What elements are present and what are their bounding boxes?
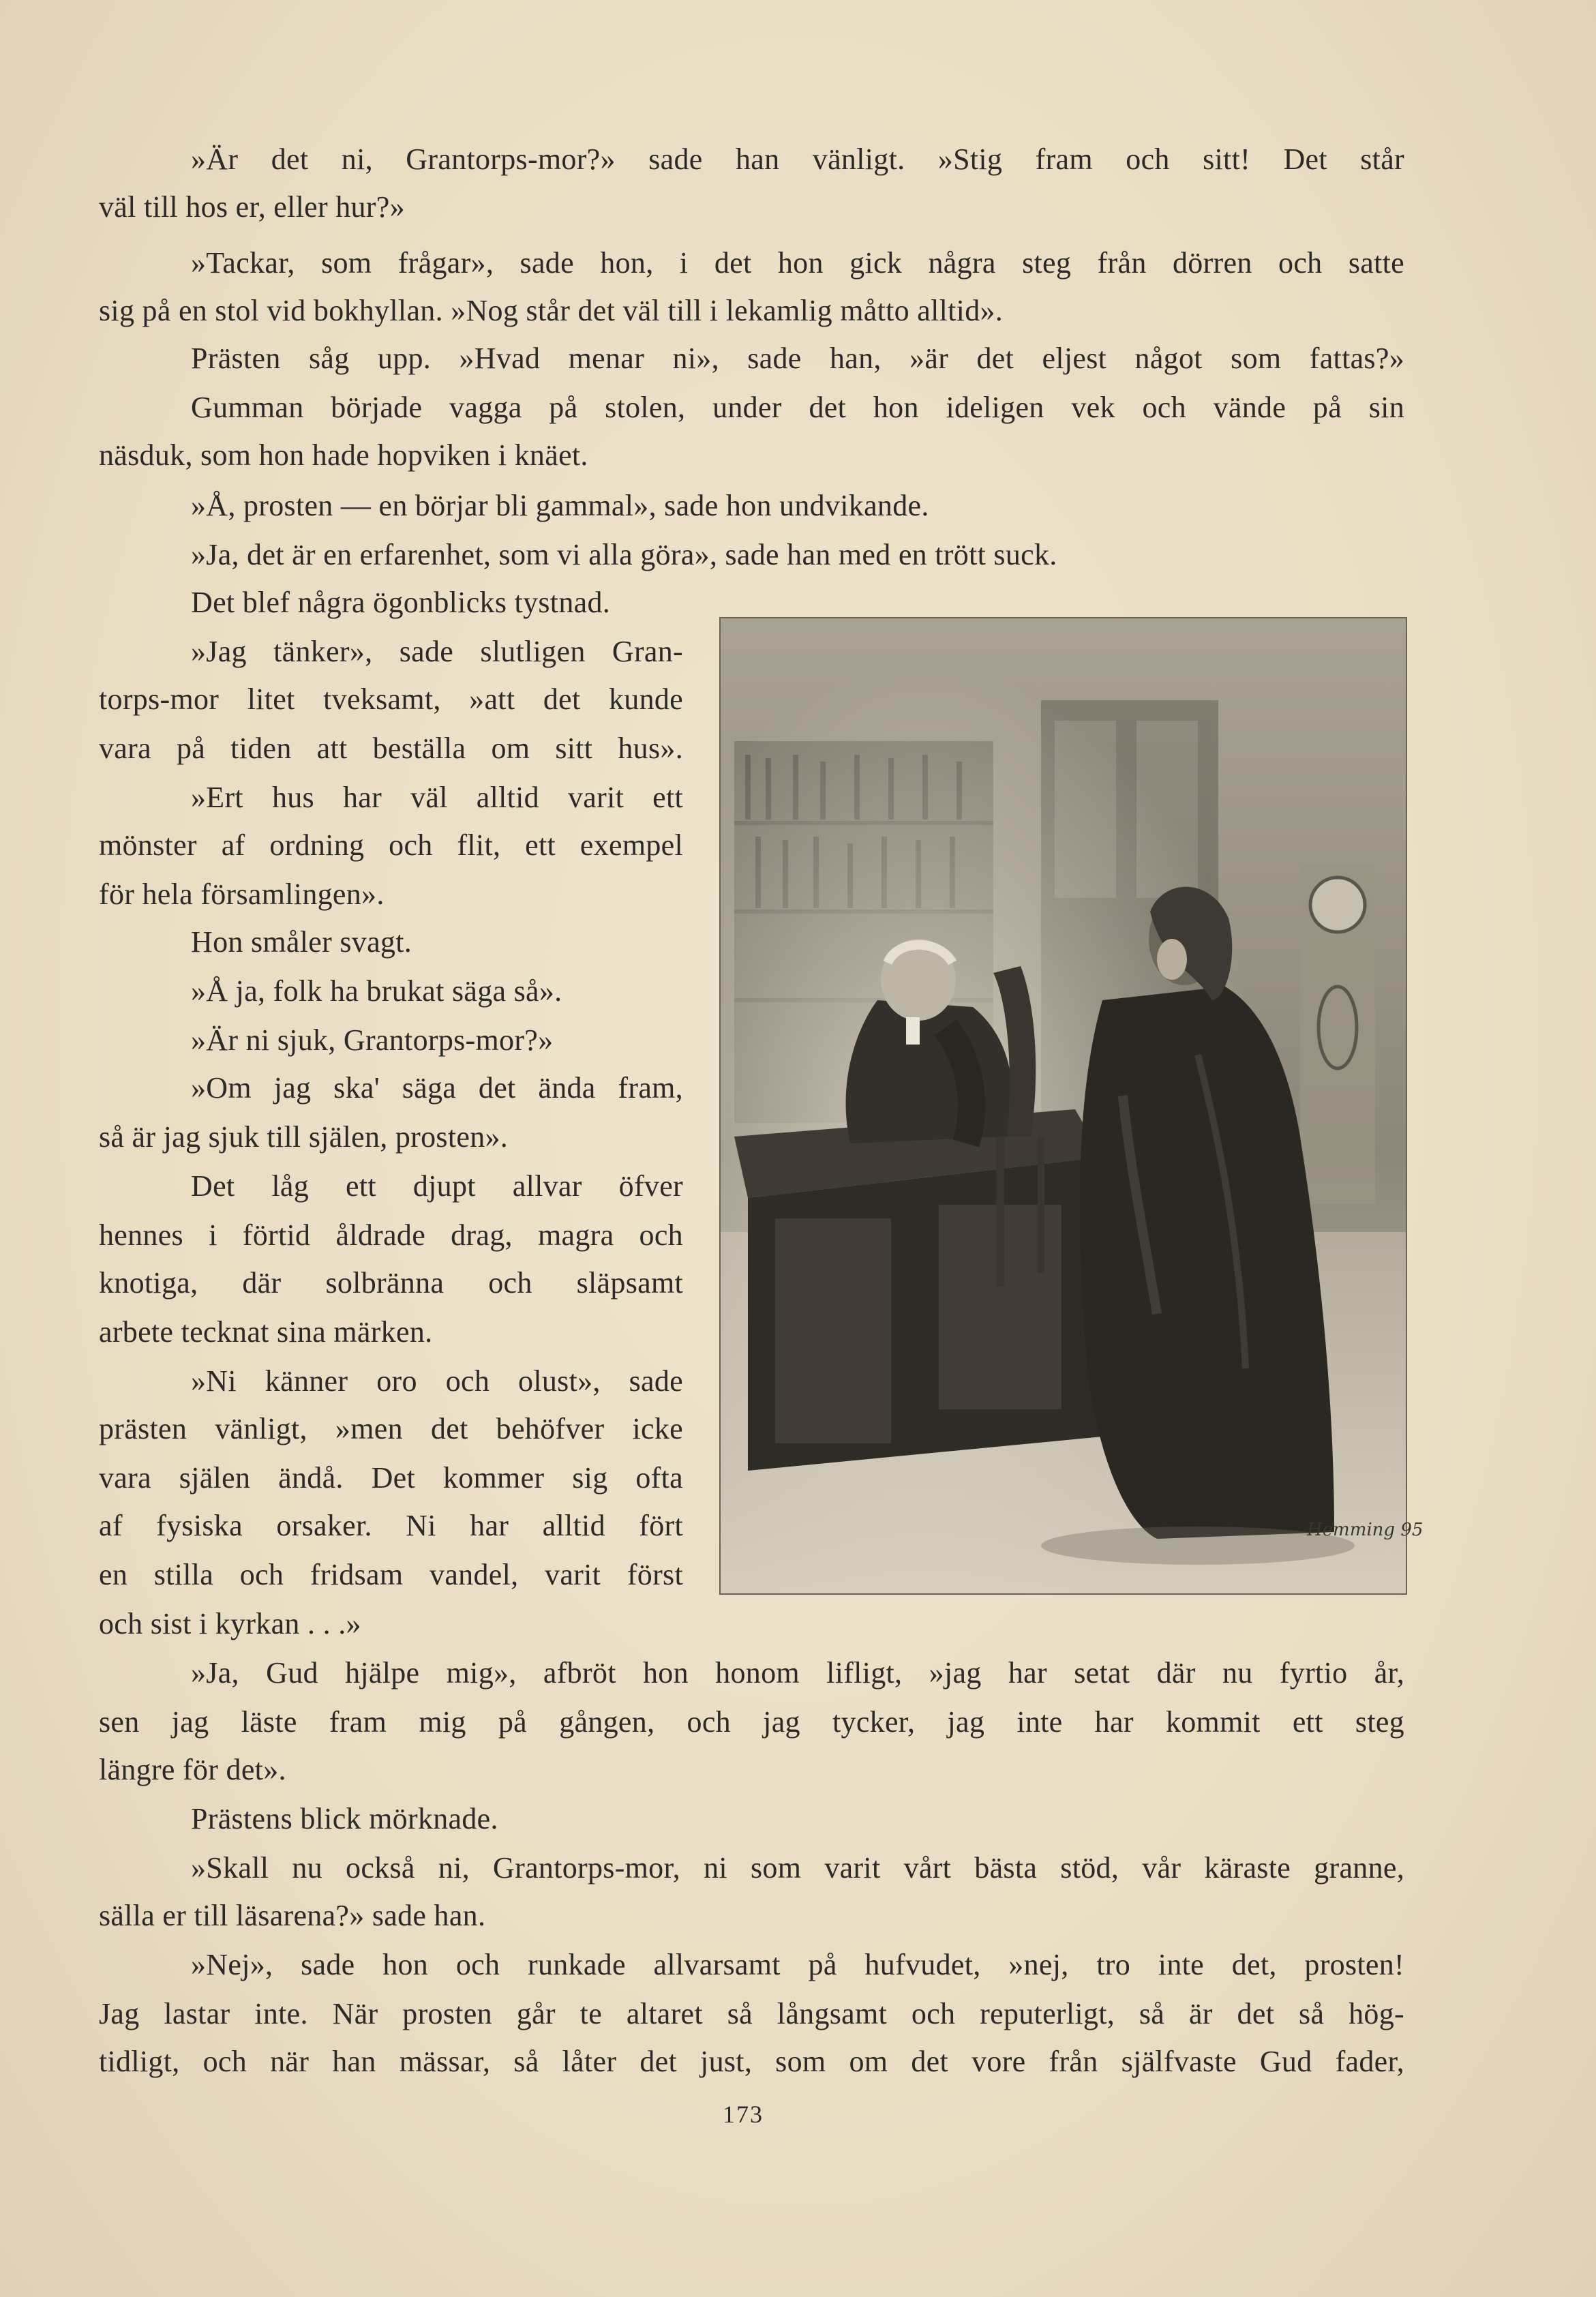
artist-signature: Hemming 95 [1307, 1520, 1424, 1540]
illustration-drawing [721, 618, 1424, 1593]
text-line-31: och sist i kyrkan . . .» [99, 1607, 361, 1640]
text-line-27: prästen vänligt, »men det behöfver icke [99, 1412, 683, 1445]
text-line-3: »Tackar, som frågar», sade hon, i det hon gick några steg från dörren och satte [191, 246, 1404, 280]
text-line-29: af fysiska orsaker. Ni har alltid fört [99, 1509, 683, 1542]
text-line-13: vara på tiden att beställa om sitt hus». [99, 732, 683, 765]
text-line-21: så är jag sjuk till själen, prosten». [99, 1120, 509, 1154]
text-line-20: »Om jag ska' säga det ända fram, [191, 1071, 683, 1105]
text-line-4: sig på en stol vid bokhyllan. »Nog står det väl till i lekamlig måtto alltid». [99, 294, 1004, 327]
text-line-32: »Ja, Gud hjälpe mig», afbröt hon honom lifligt, »jag har setat där nu fyrtio år, [191, 1656, 1404, 1690]
text-line-12: torps-mor litet tveksamt, »att det kunde [99, 682, 683, 716]
text-line-19: »Är ni sjuk, Grantorps-mor?» [191, 1023, 554, 1057]
text-line-28: vara själen ändå. Det kommer sig ofta [99, 1461, 683, 1495]
text-line-1: »Är det ni, Grantorps-mor?» sade han vänligt. »Stig fram och sitt! Det står [191, 142, 1404, 176]
text-line-40: tidligt, och när han mässar, så låter det just, som om det vore från själfvaste Gud fader, [99, 2045, 1404, 2078]
text-line-9: »Ja, det är en erfarenhet, som vi alla göra», sade han med en trött suck. [191, 538, 1057, 571]
text-line-16: för hela församlingen». [99, 877, 385, 911]
text-line-17: Hon småler svagt. [191, 925, 412, 959]
text-line-23: hennes i förtid åldrade drag, magra och [99, 1218, 683, 1252]
page-number: 173 [723, 2101, 764, 2128]
text-line-18: »Å ja, folk ha brukat säga så». [191, 974, 562, 1008]
text-line-38: »Nej», sade hon och runkade allvarsamt på hufvudet, »nej, tro inte det, prosten! [191, 1948, 1404, 1981]
text-line-2: väl till hos er, eller hur?» [99, 190, 405, 224]
text-line-25: arbete tecknat sina märken. [99, 1315, 433, 1349]
text-line-24: knotiga, där solbränna och släpsamt [99, 1266, 683, 1300]
text-line-6: Gumman började vagga på stolen, under det hon ideligen vek och vände på sin [191, 391, 1404, 424]
text-line-8: »Å, prosten — en börjar bli gammal», sade hon undvikande. [191, 489, 929, 522]
text-line-15: mönster af ordning och flit, ett exempel [99, 828, 683, 862]
text-line-37: sälla er till läsarena?» sade han. [99, 1899, 486, 1932]
text-line-30: en stilla och fridsam vandel, varit först [99, 1558, 683, 1591]
text-line-34: längre för det». [99, 1753, 286, 1786]
text-line-10: Det blef några ögonblicks tystnad. [191, 586, 611, 619]
illustration [719, 617, 1424, 1595]
text-line-35: Prästens blick mörknade. [191, 1802, 498, 1835]
text-line-39: Jag lastar inte. När prosten går te altaret så långsamt och reputerligt, så är det så hög- [99, 1997, 1404, 2030]
text-line-33: sen jag läste fram mig på gången, och jag tycker, jag inte har kommit ett steg [99, 1705, 1404, 1739]
text-line-5: Prästen såg upp. »Hvad menar ni», sade han, »är det eljest något som fattas?» [191, 342, 1404, 375]
text-line-22: Det låg ett djupt allvar öfver [191, 1169, 683, 1203]
text-line-26: »Ni känner oro och olust», sade [191, 1364, 683, 1398]
text-line-7: näsduk, som hon hade hopviken i knäet. [99, 438, 588, 472]
desk [734, 1109, 1102, 1471]
text-line-11: »Jag tänker», sade slutligen Gran- [191, 635, 683, 668]
text-line-14: »Ert hus har väl alltid varit ett [191, 781, 683, 814]
text-line-36: »Skall nu också ni, Grantorps-mor, ni som varit vårt bästa stöd, vår käraste granne, [191, 1851, 1404, 1885]
